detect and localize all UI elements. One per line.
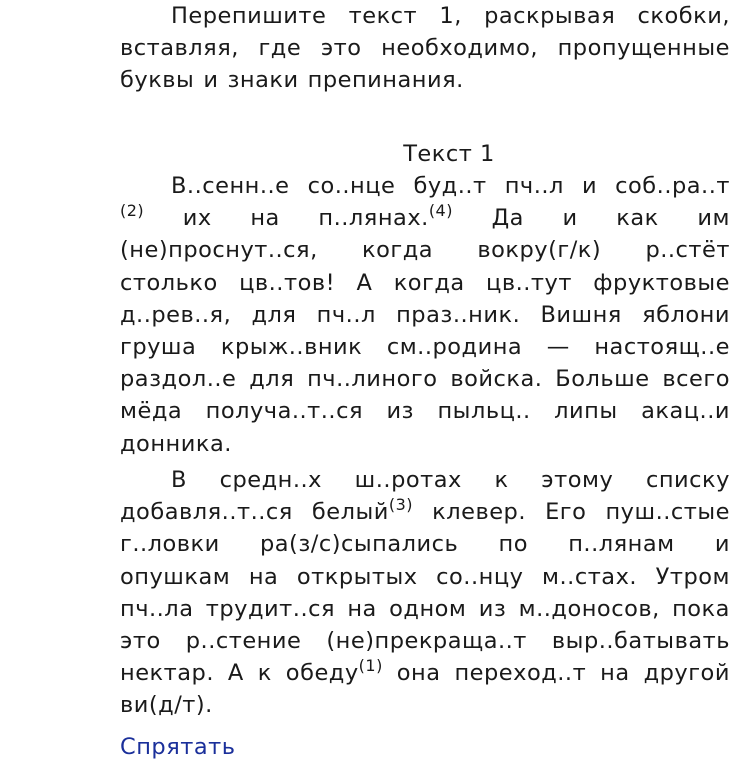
word: настоящ..е <box>594 333 730 360</box>
word: Да <box>491 205 524 232</box>
word: груша <box>120 333 197 360</box>
text-line <box>120 428 730 460</box>
word: буквы <box>120 67 195 94</box>
word: из <box>478 595 507 622</box>
word: на <box>347 595 377 622</box>
word: необходимо, <box>381 35 538 62</box>
word: она <box>396 660 441 687</box>
text-line <box>120 363 730 395</box>
text-line <box>120 299 730 331</box>
word: одном <box>389 595 467 622</box>
word: открытых <box>296 563 418 590</box>
word: раздол..е <box>120 366 237 393</box>
word: из <box>386 398 415 425</box>
word: ра(з/с)сыпались <box>259 531 459 558</box>
word: для <box>249 366 295 393</box>
paragraph-1 <box>120 170 730 460</box>
word: пч..л <box>504 173 564 199</box>
text-line <box>120 395 730 427</box>
word: другой <box>643 660 730 687</box>
word: получа..т..ся <box>205 398 363 425</box>
word: м..доносов, <box>518 595 660 622</box>
word: р..стёт <box>645 237 730 264</box>
word: добавля..т..ся <box>120 499 293 526</box>
word: раскрывая <box>484 3 616 29</box>
word: — <box>546 333 570 360</box>
word: скобки, <box>637 3 730 29</box>
text-line <box>120 496 730 528</box>
word: Перепишите <box>171 3 327 29</box>
word: Вишня <box>540 301 622 328</box>
text-line <box>120 689 730 721</box>
word: когда <box>362 237 434 264</box>
text-line <box>120 528 730 560</box>
word: этому <box>541 467 614 493</box>
text-line <box>120 202 730 234</box>
word: войска. <box>450 366 543 393</box>
word: 1, <box>439 3 462 29</box>
word: всего <box>662 366 730 393</box>
word: (не)проснут..ся, <box>120 237 318 264</box>
word: крыж..вник <box>220 333 363 360</box>
word: на <box>248 563 279 590</box>
word: мёда <box>120 398 183 425</box>
hide-link[interactable]: Спрятать <box>120 734 236 760</box>
word: их <box>182 205 212 232</box>
word: акац..и <box>641 398 730 425</box>
word: столько <box>120 269 218 296</box>
word: д..рев..я, <box>120 301 232 328</box>
text-line <box>120 593 730 625</box>
word: г..ловки <box>120 531 220 558</box>
word: со..нце <box>307 173 396 199</box>
word: вставляя, <box>120 35 239 62</box>
word: пуш..стые <box>605 499 730 526</box>
word: А <box>356 269 373 296</box>
word: ви(д/т). <box>120 692 213 719</box>
text-line <box>120 234 730 266</box>
word: обеду <box>285 660 359 687</box>
word: соб..ра..т <box>615 173 730 199</box>
word: р..стение <box>185 627 302 654</box>
text-line <box>120 64 730 96</box>
word: списку <box>645 467 730 493</box>
word: когда <box>393 269 465 296</box>
word: буд..т <box>413 173 487 199</box>
word: Утром <box>655 563 730 590</box>
word: опушкам <box>120 563 231 590</box>
word: и <box>714 531 730 558</box>
text-line <box>120 32 730 64</box>
paragraph-2 <box>120 464 730 722</box>
word: праз..ник. <box>396 301 521 328</box>
word: вокру(г/к) <box>477 237 602 264</box>
word: м..стах. <box>542 563 638 590</box>
word: Больше <box>555 366 650 393</box>
word: по <box>498 531 528 558</box>
word: пыльц.. <box>437 398 531 425</box>
word: и <box>562 205 578 232</box>
word: фруктовые <box>593 269 730 296</box>
word: где <box>258 35 302 62</box>
word: текст <box>348 3 418 29</box>
word: пч..л <box>316 301 376 328</box>
word: это <box>320 35 362 62</box>
word: переход..т <box>454 660 587 687</box>
text-line <box>120 464 730 496</box>
text-line <box>120 267 730 299</box>
word: пч..линого <box>307 366 438 393</box>
word: В <box>171 467 187 493</box>
text-line <box>120 0 730 32</box>
text-line <box>120 657 730 689</box>
word: ш..ротах <box>354 467 462 493</box>
word: и <box>581 173 598 199</box>
word: это <box>120 627 161 654</box>
task-instruction <box>120 0 730 97</box>
word: выр..батывать <box>551 627 730 654</box>
word: на <box>250 205 280 232</box>
word: липы <box>554 398 618 425</box>
word: к <box>494 467 509 493</box>
word: к <box>257 660 272 687</box>
footnote-ref: (4) <box>428 201 453 221</box>
word: знаки <box>227 67 299 94</box>
word: цв..тут <box>486 269 572 296</box>
word: Его <box>545 499 587 526</box>
word: средн..х <box>219 467 322 493</box>
word: цв..тов! <box>239 269 336 296</box>
word: и <box>203 67 219 94</box>
word: им <box>697 205 730 232</box>
footnote-ref: (1) <box>358 656 383 676</box>
word: пч..ла <box>120 595 194 622</box>
word: белый <box>311 499 389 526</box>
footnote-ref: (3) <box>388 495 414 515</box>
word: (не)прекраща..т <box>326 627 527 654</box>
text-line <box>120 331 730 363</box>
word: п..лянах. <box>318 205 429 232</box>
word: яблони <box>642 301 730 328</box>
word: см..родина <box>386 333 523 360</box>
footnote-ref: (2) <box>120 201 145 221</box>
word: пока <box>672 595 730 622</box>
word: со..нцу <box>436 563 524 590</box>
word: п..лянам <box>568 531 675 558</box>
word: как <box>616 205 659 232</box>
text-title: Текст 1 <box>403 141 495 167</box>
word: для <box>251 301 297 328</box>
word: нектар. <box>120 660 214 687</box>
text-line <box>120 561 730 593</box>
word: В..сенн..е <box>171 173 290 199</box>
word: трудит..ся <box>205 595 335 622</box>
text-line <box>120 170 730 202</box>
text-line <box>120 625 730 657</box>
word: пропущенные <box>557 35 730 62</box>
word: на <box>600 660 630 687</box>
word: клевер. <box>432 499 526 526</box>
word: А <box>227 660 244 687</box>
word: препинания. <box>307 67 464 94</box>
text-title-row <box>120 138 730 170</box>
word: донника. <box>120 430 232 457</box>
